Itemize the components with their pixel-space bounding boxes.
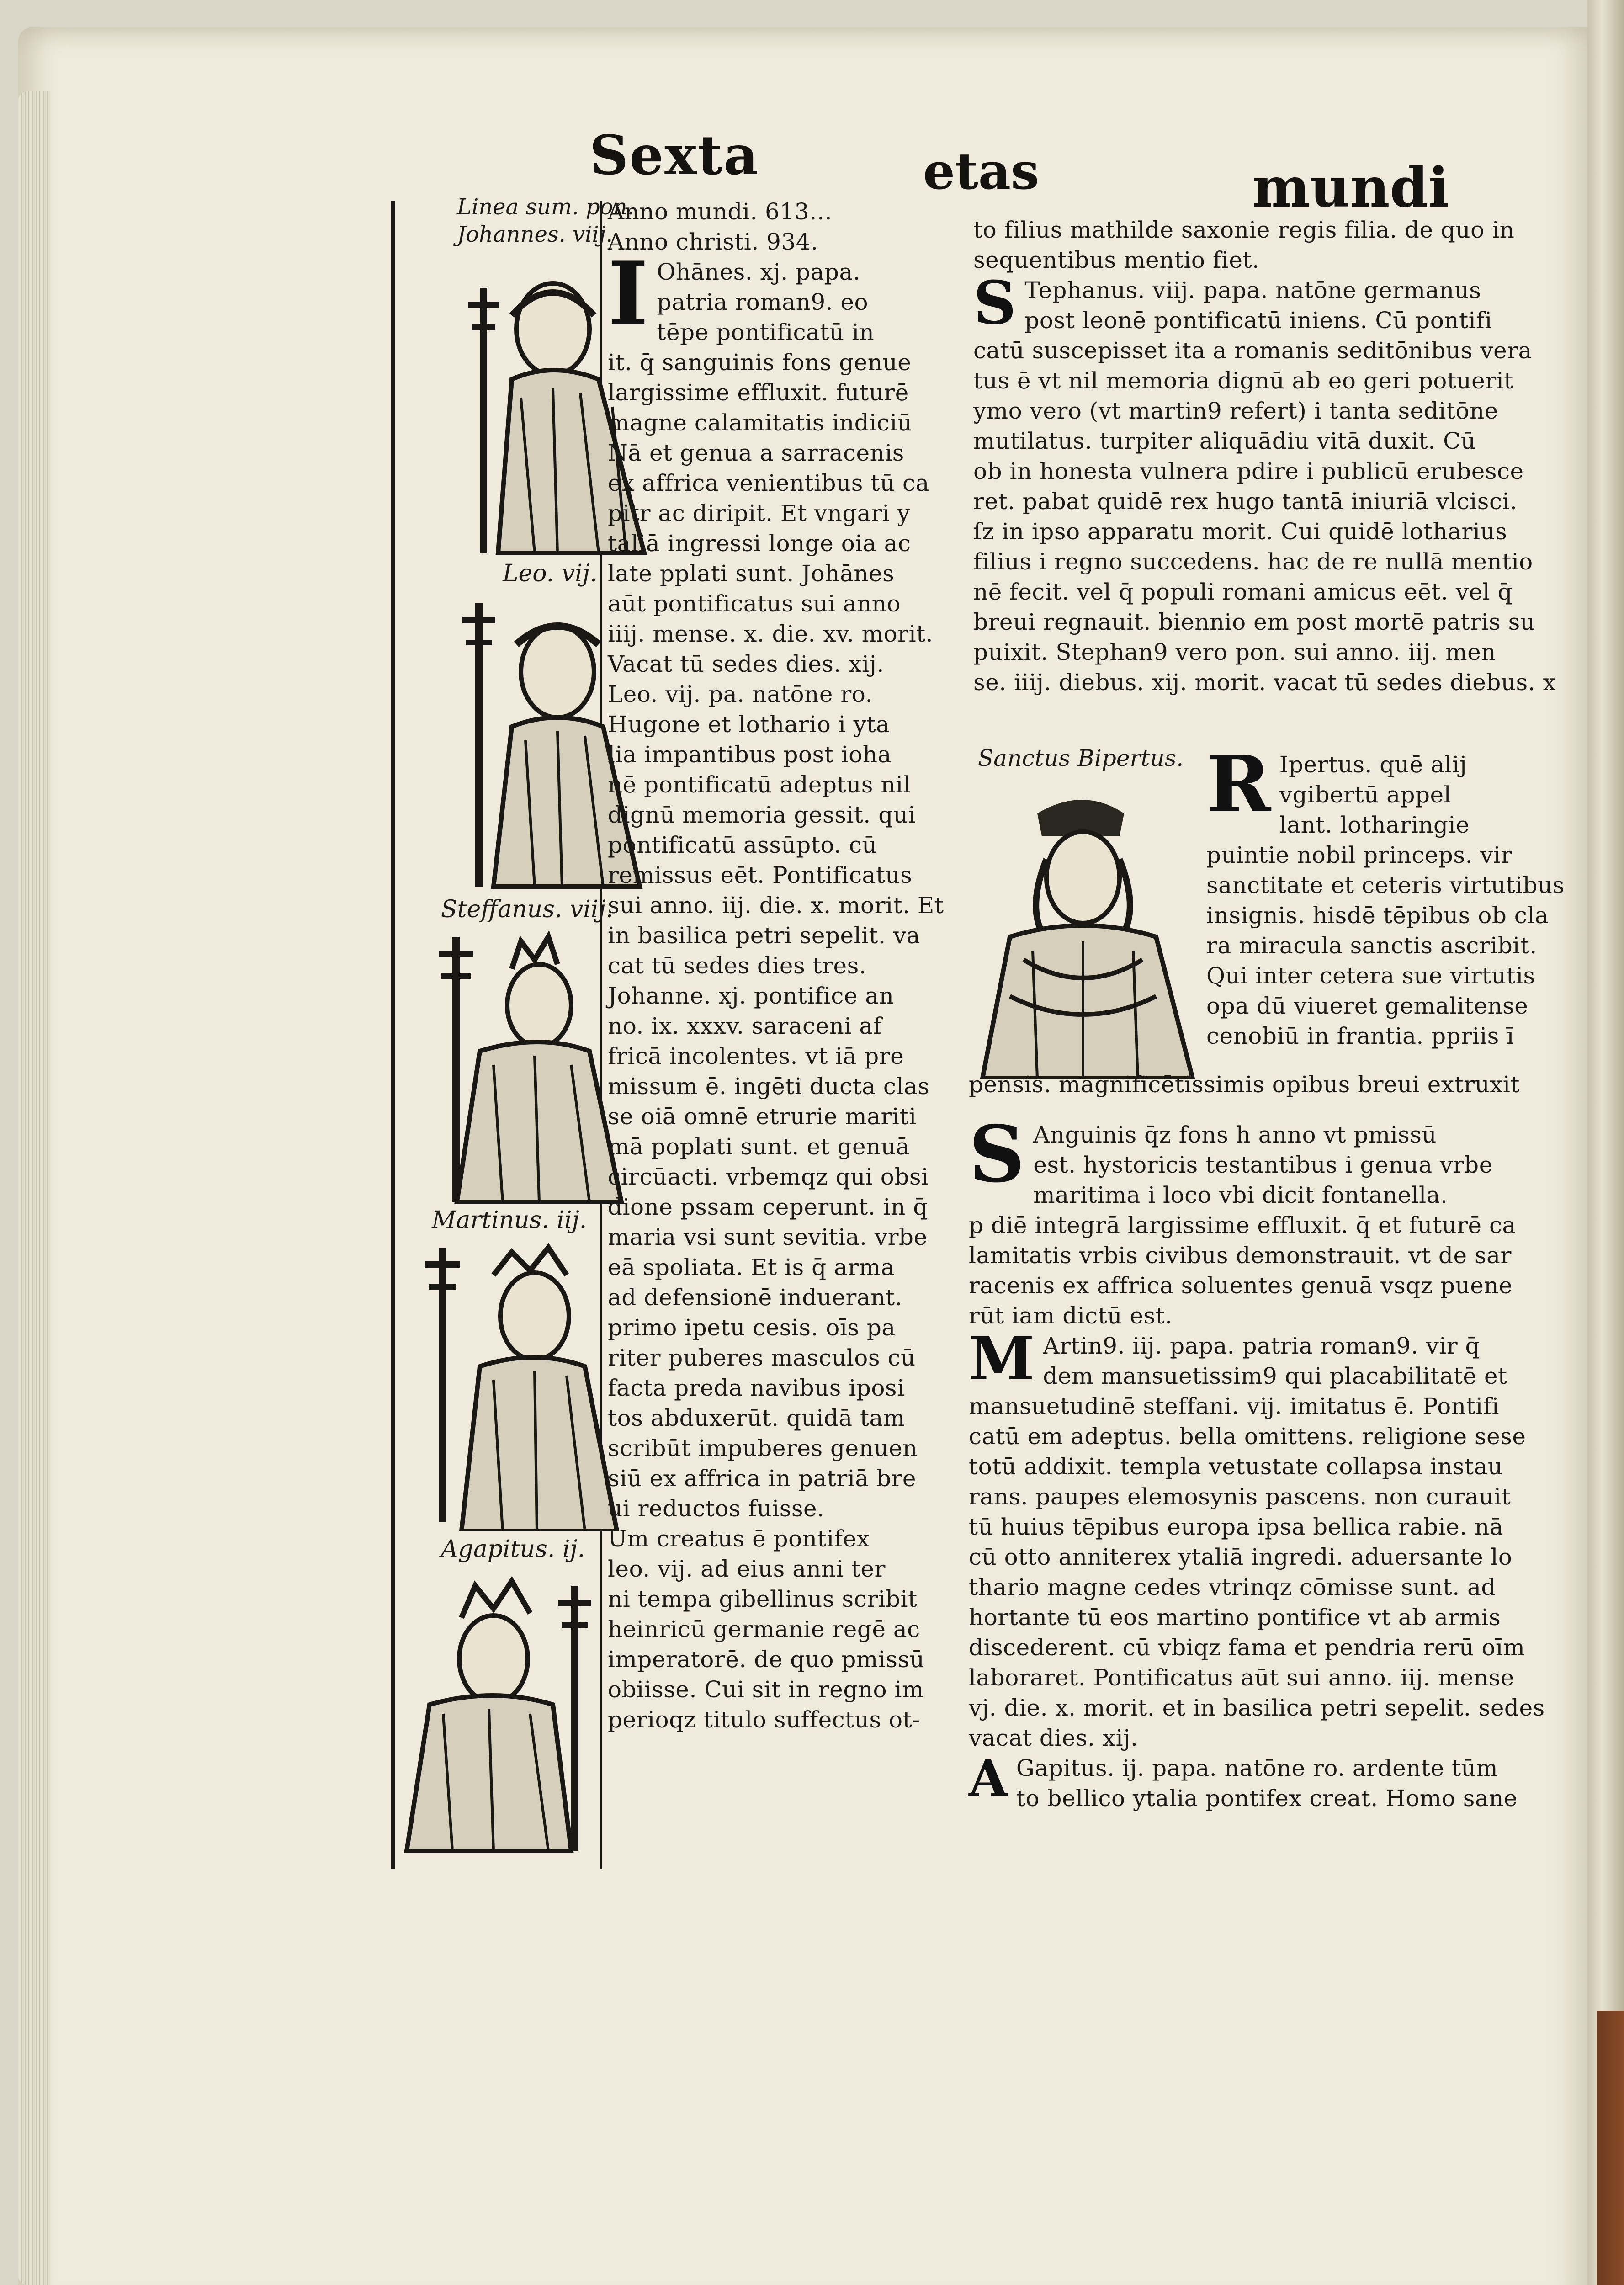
text-line: Anno mundi. 613… (608, 198, 833, 225)
text-line: magne calamitatis indiciū (608, 409, 913, 436)
text-line: obiisse. Cui sit in regno im (608, 1676, 924, 1703)
text-line: Tephanus. viij. papa. natōne germanus (1024, 277, 1481, 303)
pope-woodcut-icon (420, 1238, 621, 1531)
text-line: Um creatus ē pontifex (608, 1525, 870, 1552)
portrait-unlabelled-woodcut (398, 1577, 603, 1860)
text-line: rūt iam dictū est. (969, 1302, 1173, 1329)
text-line: vj. die. x. morit. et in basilica petri sepelit. sedes (969, 1695, 1545, 1721)
text-line: primo ipetu cesis. oīs pa (608, 1314, 896, 1341)
text-column-right-mid-tail (969, 1069, 1526, 1100)
text-line: imperatorē. de quo pmissū (608, 1646, 925, 1673)
portrait-label-sanctus: Sanctus Bipertus. (978, 745, 1184, 771)
page-leaves-edge (18, 91, 50, 2285)
text-line: perioqz titulo suffectus ot- (608, 1706, 920, 1733)
initial-capital-S: S (969, 1109, 1025, 1200)
text-line: Anguinis q̄z fons h anno vt pmissū (1033, 1121, 1437, 1148)
portrait-agapitus-woodcut (420, 1238, 621, 1531)
text-line: dignū memoria gessit. qui (608, 802, 916, 828)
text-line: puintie nobil princeps. vir (1206, 842, 1512, 868)
text-line: Gapitus. ij. papa. natōne ro. ardente tūm (1016, 1755, 1498, 1781)
text-line: late pplati sunt. Johānes (608, 560, 895, 587)
text-line: Ipertus. quē alij (1279, 751, 1467, 778)
text-line: pensis. magnificētissimis opibus breui extruxit (969, 1071, 1520, 1098)
text-line: catū em adeptus. bella omittens. religione sese (969, 1423, 1526, 1450)
text-line: Hugone et lothario i yta (608, 711, 890, 738)
text-line: ex affrica venientibus tū ca (608, 470, 929, 496)
text-line: tus ē vt nil memoria dignū ab eo geri potuerit (973, 367, 1513, 394)
text-line: Nā et genua a sarracenis (608, 440, 904, 466)
text-line: insignis. hisdē tēpibus ob cla (1206, 902, 1549, 929)
text-line: circūacti. vrbemqz qui obsi (608, 1164, 929, 1190)
text-line: mutilatus. turpiter aliquādiu vitā duxit. Cū (973, 428, 1476, 454)
text-line: hortante tū eos martino pontifice vt ab armis (969, 1604, 1501, 1631)
lineage-subheading: Johannes. viij. (457, 222, 613, 247)
text-line: mansuetudinē steffani. vij. imitatus ē. Pontifi (969, 1393, 1500, 1419)
text-line: largissime effluxit. futurē (608, 379, 909, 406)
text-line: heinricū germanie regē ac (608, 1616, 920, 1642)
text-line: catū suscepisset ita a romanis seditōnibus vera (973, 337, 1532, 364)
text-line: iiij. mense. x. die. xv. morit. (608, 621, 934, 647)
text-line: thario magne cedes vtrinqz cōmisse sunt. ad (969, 1574, 1496, 1600)
lineage-heading: Linea sum. pon. (457, 194, 634, 220)
text-line: racenis ex affrica soluentes genuā vsqz puene (969, 1272, 1513, 1299)
text-line: maria vsi sunt sevitia. vrbe (608, 1224, 928, 1250)
initial-capital-M: M (969, 1323, 1035, 1393)
text-line: it. q̄ sanguinis fons genue (608, 349, 912, 376)
text-line: tos abduxerūt. quidā tam (608, 1405, 905, 1431)
text-line: to filius mathilde saxonie regis filia. de quo in (973, 217, 1515, 243)
text-line: pitr ac diripit. Et vngari y (608, 500, 911, 526)
text-line: est. hystoricis testantibus i genua vrbe (1033, 1152, 1493, 1178)
text-line: ad defensionē induerant. (608, 1284, 902, 1311)
saint-woodcut-icon (969, 786, 1197, 1079)
text-line: taliā ingressi longe oia ac (608, 530, 911, 557)
initial-capital-A: A (969, 1749, 1008, 1808)
text-line: ni tempa gibellinus scribit (608, 1586, 918, 1612)
text-line: mā poplati sunt. et genuā (608, 1133, 910, 1160)
text-line: dem mansuetissim9 qui placabilitatē et (1043, 1363, 1507, 1389)
text-line: eā spoliata. Et is q̄ arma (608, 1254, 895, 1281)
pope-woodcut-icon (398, 1577, 603, 1860)
sidebar-rule-left (391, 201, 395, 1869)
text-line: filius i regno succedens. hac de re nullā mentio (973, 548, 1533, 575)
text-line: opa dū viueret gemalitense (1206, 993, 1528, 1019)
text-line: lia impantibus post ioha (608, 741, 892, 768)
text-line: scribūt impuberes genuen (608, 1435, 918, 1461)
text-line: ymo vero (vt martin9 refert) i tanta seditōne (973, 398, 1498, 424)
text-line: lamitatis vrbis civibus demonstrauit. vt de sar (969, 1242, 1512, 1269)
text-line: cenobiū in frantia. ppriis ī (1206, 1023, 1514, 1049)
text-line: ret. pabat quidē rex hugo tantā iniuriā vlcisci. (973, 488, 1518, 515)
text-line: post leonē pontificatū iniens. Cū pontifi (1024, 307, 1492, 334)
running-head-left: Sexta (589, 123, 759, 187)
text-line: puixit. Stephan9 vero pon. sui anno. iij. men (973, 639, 1496, 665)
text-column-right-top (973, 215, 1556, 697)
text-line: remissus eēt. Pontificatus (608, 862, 913, 888)
text-line: missum ē. ingēti ducta clas (608, 1073, 930, 1100)
text-line: lant. lotharingie (1279, 812, 1470, 838)
text-line: tū huius tēpibus europa ipsa bellica rabie. nā (969, 1514, 1504, 1540)
text-line: fricā incolentes. vt iā pre (608, 1043, 904, 1069)
text-line: sequentibus mentio fiet. (973, 247, 1260, 273)
text-line: breui regnauit. biennio em post mortē patris su (973, 609, 1535, 635)
text-line: pontificatū assūpto. cū (608, 832, 877, 858)
text-line: totū addixit. templa vetustate collapsa instau (969, 1453, 1503, 1480)
facing-page-edge (1587, 0, 1624, 2285)
text-line: aūt pontificatus sui anno (608, 590, 901, 617)
text-line: sanctitate et ceteris virtutibus (1206, 872, 1565, 898)
text-line: no. ix. xxxv. saraceni af (608, 1013, 882, 1039)
text-line: se. iiij. diebus. xij. morit. vacat tū sedes diebus. x (973, 669, 1556, 696)
leather-binding (1597, 2011, 1624, 2285)
text-line: facta preda navibus iposi (608, 1375, 905, 1401)
text-line: p diē integrā largissime effluxit. q̄ et futurē ca (969, 1212, 1516, 1238)
text-line: ſz in ipso apparatu morit. Cui quidē lotharius (973, 518, 1507, 545)
text-line: cat tū sedes dies tres. (608, 952, 867, 979)
portrait-label: Steffanus. viij. (441, 896, 614, 923)
text-column-right-bottom (969, 1109, 1545, 1813)
text-line: ra miracula sanctis ascribit. (1206, 932, 1537, 959)
text-line: leo. vij. ad eius anni ter (608, 1556, 886, 1582)
initial-capital-S: S (973, 268, 1017, 338)
text-line: nē pontificatū adeptus nil (608, 771, 911, 798)
portrait-label: Martinus. iij. (432, 1206, 587, 1234)
text-line: Artin9. iij. papa. patria roman9. vir q̄ (1043, 1333, 1481, 1359)
text-line: Johanne. xj. pontifice an (608, 983, 894, 1009)
text-line: in basilica petri sepelit. va (608, 922, 920, 949)
text-line: tēpe pontificatū in (657, 319, 875, 345)
text-line: patria roman9. eo (657, 289, 869, 315)
portrait-label: Agapitus. ij. (441, 1536, 585, 1563)
portrait-martinus-woodcut (425, 928, 626, 1211)
text-line: laboraret. Pontificatus aūt sui anno. iij. mense (969, 1664, 1514, 1691)
text-line: Anno christi. 934. (608, 228, 818, 255)
text-column-right-mid (1206, 739, 1565, 1051)
text-line: ob in honesta vulnera pdire i publicū erubesce (973, 458, 1524, 484)
text-line: maritima i loco vbi dicit fontanella. (1033, 1182, 1448, 1208)
text-line: Qui inter cetera sue virtutis (1206, 962, 1535, 989)
text-line: se oiā omnē etrurie mariti (608, 1103, 917, 1130)
text-line: to bellico ytalia pontifex creat. Homo sane (1016, 1785, 1518, 1812)
initial-capital-J: I (608, 243, 649, 345)
initial-capital-R: R (1206, 739, 1271, 830)
text-line: Leo. vij. pa. natōne ro. (608, 681, 873, 707)
text-line: rans. paupes elemosynis pascens. non curauit (969, 1483, 1511, 1510)
text-line: ui reductos fuisse. (608, 1495, 825, 1522)
text-line: sui anno. iij. die. x. morit. Et (608, 892, 944, 919)
text-line: cū otto anniterex ytaliā ingredi. aduersante lo (969, 1544, 1513, 1570)
running-head-middle: etas (923, 142, 1039, 201)
portrait-bipertus-woodcut (969, 786, 1197, 1080)
text-line: dione pssam ceperunt. in q̄ (608, 1194, 928, 1220)
text-line: Vacat tū sedes dies. xij. (608, 651, 884, 677)
text-line: siū ex affrica in patriā bre (608, 1465, 916, 1492)
text-line: nē fecit. vel q̄ populi romani amicus eēt. vel q̄ (973, 579, 1513, 605)
portrait-label: Leo. vij. (503, 560, 598, 587)
pope-woodcut-icon (425, 928, 626, 1211)
text-line: vgibertū appel (1279, 781, 1452, 808)
text-line: discederent. cū vbiqz fama et pendria rerū oīm (969, 1634, 1525, 1661)
text-line: riter puberes masculos cū (608, 1344, 916, 1371)
text-line: vacat dies. xij. (969, 1725, 1138, 1751)
text-column-left (608, 197, 973, 1735)
running-head-right: mundi (1252, 155, 1449, 220)
text-line: Ohānes. xj. papa. (657, 259, 861, 285)
